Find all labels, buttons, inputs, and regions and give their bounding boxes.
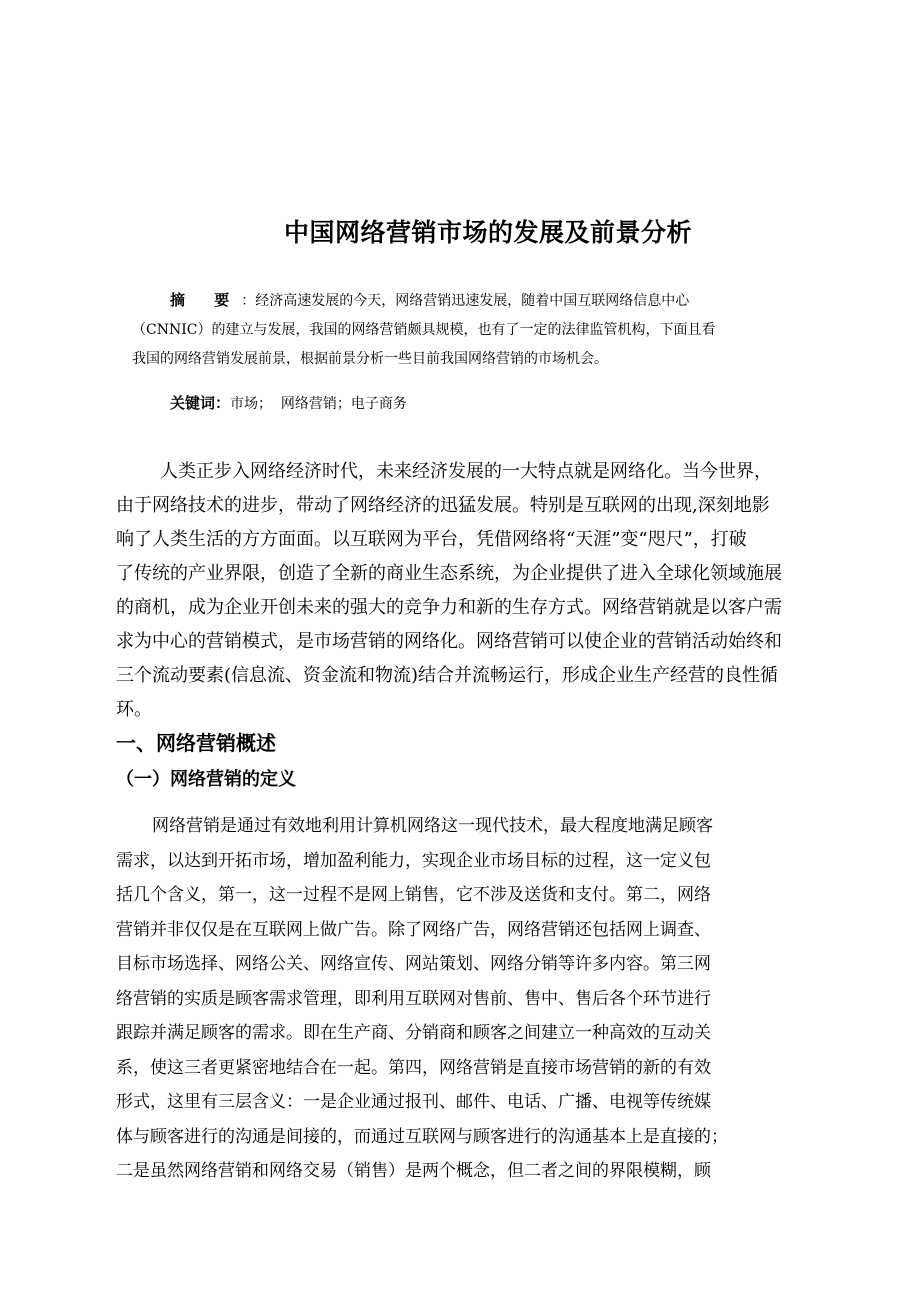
- section-heading: 一、网络营销概述: [116, 731, 276, 755]
- abstract-line-3: 我国的网络营销发展前景，根据前景分析一些目前我国网络营销的市场机会。: [132, 351, 608, 367]
- intro-paragraph: [116, 455, 806, 727]
- intro-line: 三个流动要素(信息流、资金流和物流)结合并流畅运行，形成企业生产经营的良性循: [116, 665, 779, 686]
- definition-line: 系，使这三者更紧密地结合在一起。第四，网络营销是直接市场营销的新的有效: [116, 1057, 711, 1078]
- abstract-label: 摘 要: [170, 291, 242, 309]
- definition-line: 体与顾客进行的沟通是间接的，而通过互联网与顾客进行的沟通基本上是直接的；: [116, 1126, 728, 1147]
- page-title: 中国网络营销市场的发展及前景分析: [283, 218, 692, 247]
- intro-line: 由于网络技术的进步，带动了网络经济的迅猛发展。特别是互联网的出现,深刻地影: [116, 495, 770, 516]
- definition-line: 跟踪并满足顾客的需求。即在生产商、分销商和顾客之间建立一种高效的互动关: [116, 1023, 711, 1043]
- definition-line: 括几个含义，第一，这一过程不是网上销售，它不涉及送货和支付。第二，网络: [116, 885, 711, 905]
- definition-line: 网络营销是通过有效地利用计算机网络这一现代技术，最大程度地满足顾客: [152, 816, 713, 836]
- abstract-text-1: 经济高速发展的今天，网络营销迅速发展，随着中国互联网络信息中心: [255, 293, 690, 309]
- intro-line: 求为中心的营销模式，是市场营销的网络化。网络营销可以使企业的营销活动始终和: [116, 631, 782, 652]
- definition-line: 形式，这里有三层含义：一是企业通过报刊、邮件、电话、广播、电视等传统媒: [116, 1092, 711, 1112]
- keywords-label: 关键词：: [170, 394, 231, 412]
- definition-line: 需求，以达到开拓市场，增加盈利能力，实现企业市场目标的过程，这一定义包: [116, 850, 711, 871]
- abstract-line-2: （CNNIC）的建立与发展，我国的网络营销颇具规模，也有了一定的法律监管机构，下面且看: [132, 322, 716, 338]
- abstract-colon: ：: [241, 293, 256, 309]
- intro-line: 响了人类生活的方方面面。以互联网为平台，凭借网络将“天涯”变“咫尺”，打破: [116, 529, 747, 550]
- subsection-heading: （一）网络营销的定义: [116, 769, 296, 790]
- definition-line: 营销并非仅仅是在互联网上做广告。除了网络广告，网络营销还包括网上调查、: [116, 919, 711, 940]
- intro-line: 人类正步入网络经济时代，未来经济发展的一大特点就是网络化。当今世界，: [160, 461, 772, 482]
- definition-paragraph: [116, 809, 776, 1189]
- abstract: [132, 286, 808, 374]
- definition-line: 二是虽然网络营销和网络交易（销售）是两个概念，但二者之间的界限模糊，顾: [116, 1161, 711, 1181]
- keywords-text: 市场； 网络营销；电子商务: [230, 396, 407, 412]
- intro-line: 环。: [116, 699, 152, 720]
- definition-line: 目标市场选择、网络公关、网络宣传、网站策划、网络分销等许多内容。第三网: [116, 954, 711, 974]
- keywords: [170, 392, 407, 413]
- abstract-line-1: [132, 286, 808, 316]
- intro-line: 的商机，成为企业开创未来的强大的竞争力和新的生存方式。网络营销就是以客户需: [116, 597, 782, 618]
- definition-line: 络营销的实质是顾客需求管理，即利用互联网对售前、售中、售后各个环节进行: [116, 988, 711, 1009]
- intro-line: 了传统的产业界限，创造了全新的商业生态系统，为企业提供了进入全球化领域施展: [116, 563, 782, 584]
